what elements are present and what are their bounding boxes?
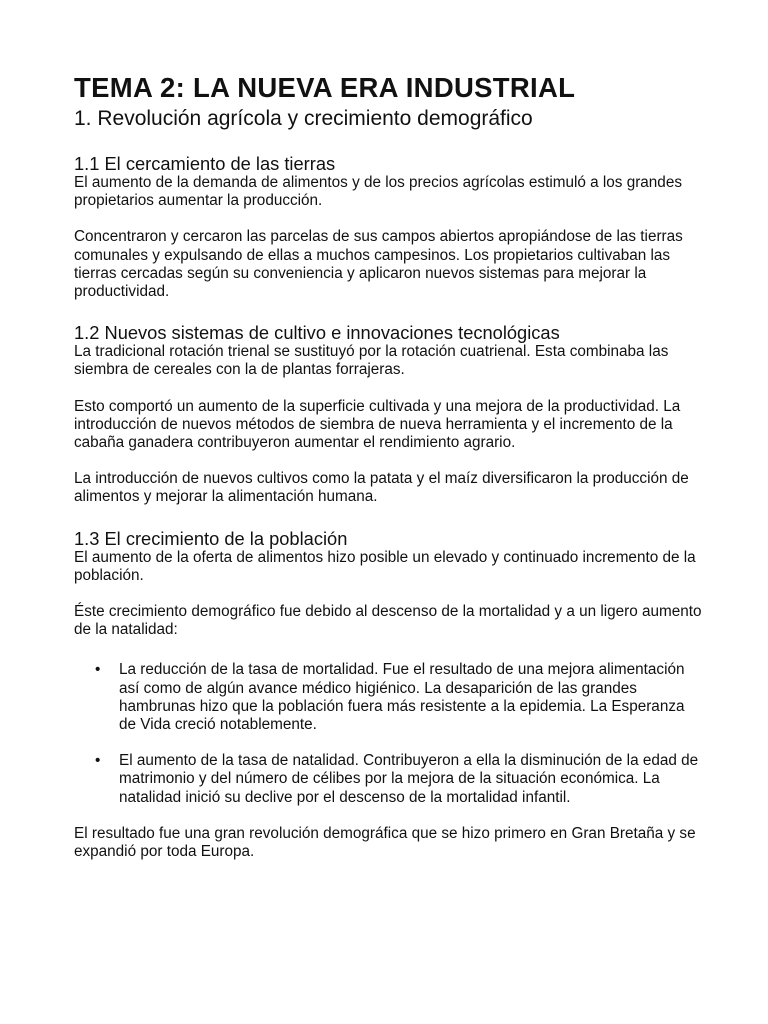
section-nuevos-sistemas [74, 323, 704, 506]
paragraph: Esto comportó un aumento de la superficie cultivada y una mejora de la productividad. La introducción de nuevos métodos de siembra de nueva herramienta y el incremento de la cabaña ganadera contribuyeron aumentar el rendimiento agrario. [74, 397, 681, 452]
bullet-icon: • [95, 752, 101, 770]
paragraph: Éste crecimiento demográfico fue debido al descenso de la mortalidad y a un ligero aumento de la natalidad: [74, 603, 702, 639]
section-heading: 1.2 Nuevos sistemas de cultivo e innovaciones tecnológicas [74, 322, 560, 344]
list-item [74, 752, 704, 807]
bullet-list [74, 661, 704, 806]
paragraph: La tradicional rotación trienal se sustituyó por la rotación cuatrienal. Esta combinaba las siembra de cereales con la de plantas forrajeras. [74, 343, 669, 379]
paragraph: El aumento de la oferta de alimentos hizo posible un elevado y continuado incremento de la población. [74, 548, 696, 584]
document-subtitle: 1. Revolución agrícola y crecimiento demográfico [74, 107, 533, 130]
paragraph: La introducción de nuevos cultivos como la patata y el maíz diversificaron la producción de alimentos y mejorar la alimentación humana. [74, 470, 689, 506]
list-item-text: La reducción de la tasa de mortalidad. Fue el resultado de una mejora alimentación así como de algún avance médico higiénico. La desaparición de las grandes hambrunas hizo que la población fuera más resistente a la epidemia. La Esperanza de Vida creció notablemente. [119, 661, 685, 734]
section-crecimiento-poblacion [74, 529, 704, 862]
closing-paragraph: El resultado fue una gran revolución demográfica que se hizo primero en Gran Bretaña y se expandió por toda Europa. [74, 824, 696, 861]
document-page [74, 70, 704, 861]
paragraph: Concentraron y cercaron las parcelas de sus campos abiertos apropiándose de las tierras comunales y expulsando de ellas a muchos campesinos. Los propietarios cultivaban las tierras cercadas según su conveniencia y aplicaron nuevos sistemas para mejorar la productividad. [74, 228, 683, 301]
list-item-text: El aumento de la tasa de natalidad. Contribuyeron a ella la disminución de la edad de matrimonio y del número de célibes por la mejora de la situación económica. La natalidad inició su declive por el descenso de la mortalidad infantil. [119, 752, 699, 806]
section-cercamiento [74, 154, 704, 301]
section-heading: 1.3 El crecimiento de la población [74, 527, 348, 549]
section-heading: 1.1 El cercamiento de las tierras [74, 153, 336, 174]
list-item [74, 661, 704, 734]
document-title: TEMA 2: LA NUEVA ERA INDUSTRIAL [74, 72, 576, 103]
paragraph: El aumento de la demanda de alimentos y de los precios agrícolas estimuló a los grandes propietarios aumentar la producción. [74, 174, 682, 210]
bullet-icon: • [95, 661, 101, 679]
